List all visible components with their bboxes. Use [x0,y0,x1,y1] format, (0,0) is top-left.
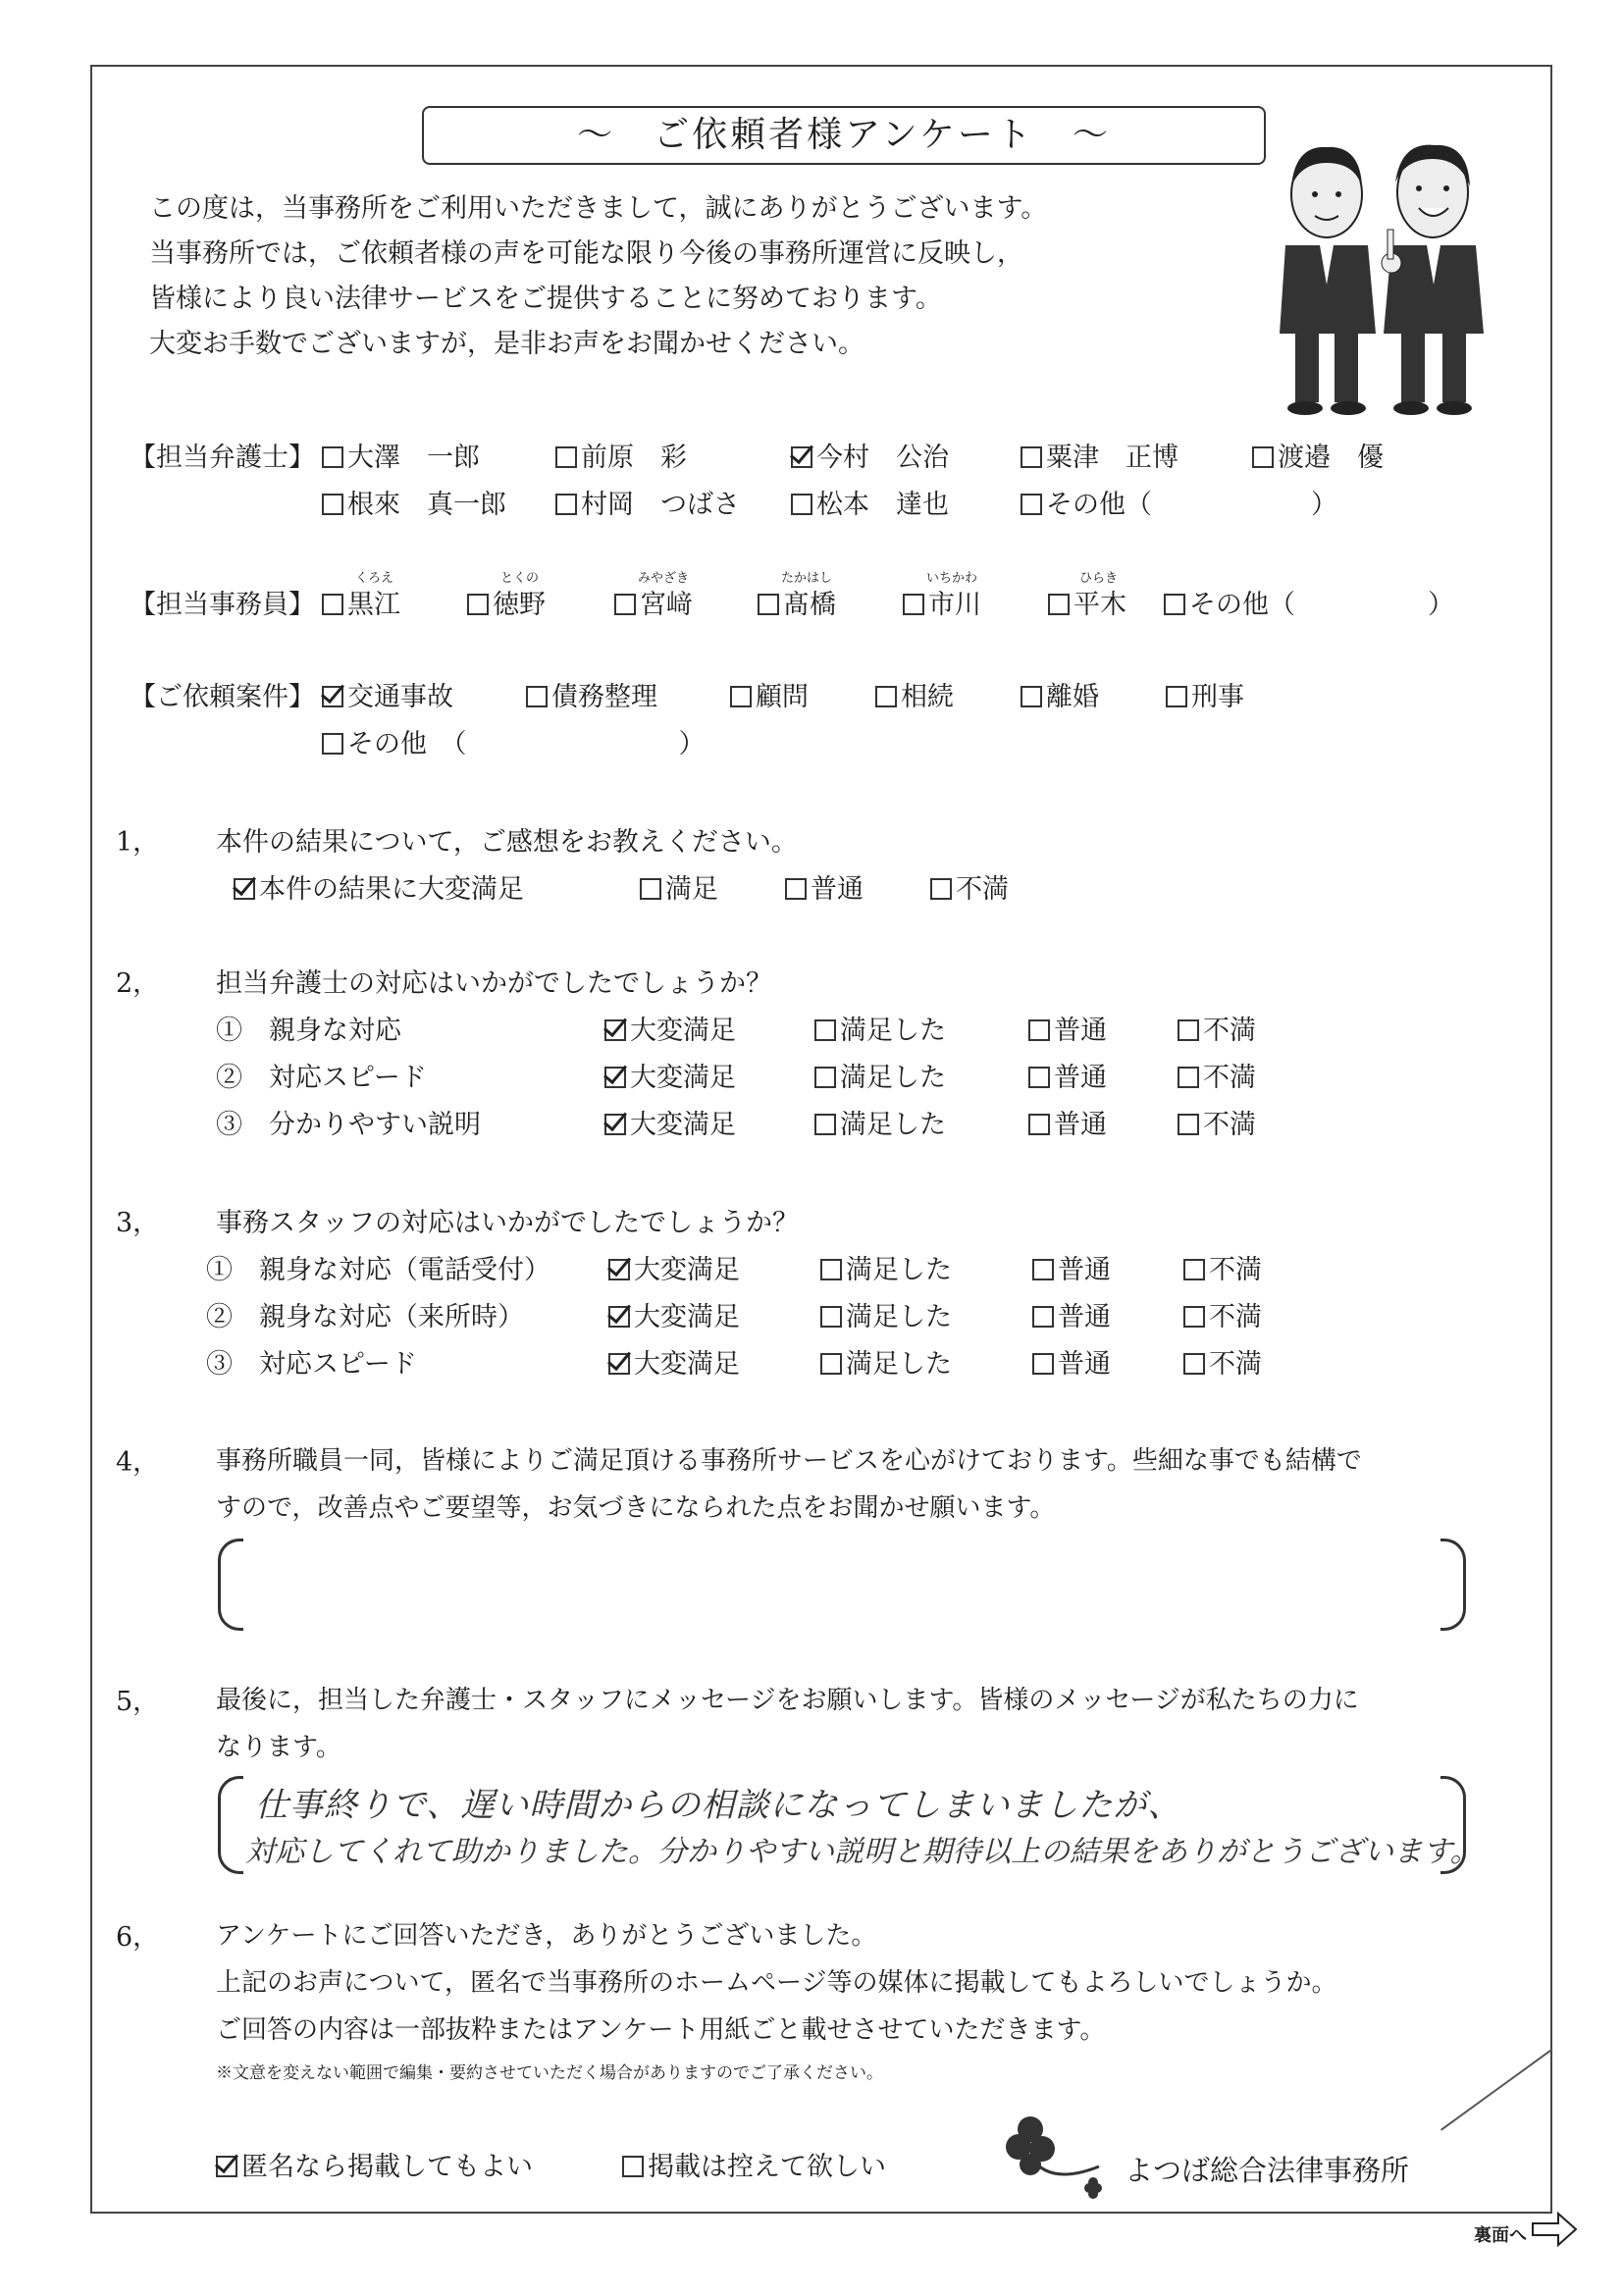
q1-option-label: 本件の結果に大変満足 [259,874,524,905]
rating-label: 満足した [846,1255,952,1285]
rating-checkbox[interactable] [814,1067,836,1088]
rating-label: 大変満足 [634,1302,740,1332]
rating-label: 不満 [1209,1349,1262,1380]
staff-option[interactable] [322,583,400,621]
lawyer-checkbox[interactable] [555,494,577,515]
rating-option[interactable] [604,1056,736,1094]
rating-checkbox[interactable] [1032,1353,1054,1375]
rating-option[interactable] [608,1248,740,1286]
rating-label: 満足した [840,1110,946,1140]
q1-option[interactable] [930,867,1009,906]
handwritten-answer-line: 仕事終りで、遅い時間からの相談になってしまいましたが、 [255,1786,1182,1825]
rating-checkbox[interactable] [1178,1114,1199,1135]
rating-label: 普通 [1054,1016,1107,1046]
question-text: 本件の結果について，ご感想をお教えください。 [216,827,798,858]
lawyer-name: 松本 達也 [816,490,949,520]
staff-ruby: たかはし [781,571,833,586]
lawyer-option[interactable] [791,436,949,474]
lawyer-name: 粟津 正博 [1046,443,1178,473]
staff-name: 市川 [928,590,981,620]
rating-option[interactable] [1032,1342,1111,1381]
case-option[interactable] [875,675,954,713]
lawyer-name: 前原 彩 [581,443,687,473]
rating-option[interactable] [1032,1248,1111,1286]
q1-checkbox[interactable] [234,878,255,900]
rating-checkbox[interactable] [814,1019,836,1041]
staff-ruby: ひらき [1079,571,1119,586]
lawyer-checkbox[interactable] [322,446,343,468]
case-checkbox[interactable] [1021,686,1042,707]
staff-checkbox[interactable] [1164,594,1185,615]
rating-label: 普通 [1054,1063,1107,1093]
rating-label: 大変満足 [630,1016,736,1046]
rating-option[interactable] [814,1009,946,1047]
case-checkbox[interactable] [1166,686,1187,707]
case-option-other[interactable] [322,722,706,760]
lawyer-name: その他（ ） [1046,490,1337,520]
firm-name: よつば総合法律事務所 [1125,2154,1410,2187]
intro-line: 大変お手数でございますが，是非お声をお聞かせください。 [149,329,864,359]
staff-checkbox[interactable] [1048,594,1070,615]
q1-option-label: 不満 [956,874,1009,905]
person-left-figure [1280,147,1376,415]
question-number: 4， [116,1447,160,1478]
q1-option[interactable] [785,867,864,906]
rating-label: 普通 [1058,1302,1111,1332]
lawyer-option[interactable] [322,483,506,521]
survey-title: ～ ご依頼者様アンケート ～ [422,106,1266,165]
lawyer-option[interactable] [555,436,687,474]
rating-checkbox[interactable] [608,1306,630,1328]
rating-option[interactable] [1183,1248,1262,1286]
rating-checkbox[interactable] [1028,1067,1050,1088]
rating-checkbox[interactable] [820,1306,842,1328]
question-text: 担当弁護士の対応はいかがでしたでしょうか？ [216,968,772,999]
intro-line: 当事務所では，ご依頼者様の声を可能な限り今後の事務所運営に反映し， [149,238,1023,269]
staff-name: 徳野 [493,590,546,620]
handwritten-answer-line: 対応してくれて助かりました。分かりやすい説明と期待以上の結果をありがとうございます。 [245,1835,1480,1869]
case-option[interactable] [322,675,453,713]
question-number: 6， [116,1922,160,1953]
publish-option[interactable] [216,2145,533,2183]
rating-label: 満足した [840,1016,946,1046]
question-text: 事務所職員一同，皆様によりご満足頂ける事務所サービスを心がけております。些細な事でも結構で [216,1446,1362,1476]
staff-option-other[interactable] [1164,583,1454,621]
lawyer-option[interactable] [555,483,740,521]
staff-name: 髙橋 [783,590,836,620]
lawyer-name: 根來 真一郎 [347,490,506,520]
rating-option[interactable] [1028,1056,1107,1094]
rating-label: 満足した [846,1302,952,1332]
lawyer-checkbox[interactable] [1021,446,1042,468]
rating-option[interactable] [1183,1342,1262,1381]
case-name: 債務整理 [551,682,657,712]
question-number: 2， [116,968,160,999]
question-number: 5， [116,1687,160,1717]
clover-logo-icon [991,2108,1119,2206]
editing-note: ※文意を変えない範囲で編集・要約させていただく場合がありますのでご了承ください。 [216,2063,883,2083]
case-option[interactable] [730,675,809,713]
rating-label: 不満 [1209,1302,1262,1332]
lawyer-checkbox[interactable] [791,446,812,468]
rating-checkbox[interactable] [1183,1353,1205,1375]
q4-answer-field[interactable] [245,1539,1439,1631]
staff-section-label: 【担当事務員】 [130,590,315,620]
rating-option[interactable] [1032,1295,1111,1333]
rating-checkbox[interactable] [608,1353,630,1375]
rating-checkbox[interactable] [608,1259,630,1280]
lawyer-checkbox[interactable] [322,494,343,515]
q1-checkbox[interactable] [785,878,807,900]
q5-answer-field[interactable] [245,1776,1492,1884]
rating-label: 大変満足 [630,1063,736,1093]
case-name: その他 （ ） [347,729,706,759]
rating-option[interactable] [1183,1295,1262,1333]
rating-checkbox[interactable] [1028,1019,1050,1041]
publish-option-label: 掲載は控えて欲しい [648,2152,886,2182]
question-number: 1， [116,827,160,858]
rating-checkbox[interactable] [604,1067,626,1088]
q3-row-label: ① 親身な対応（電話受付） [206,1255,550,1285]
q1-option[interactable] [640,867,718,906]
rating-checkbox[interactable] [820,1259,842,1280]
staff-name: 宮﨑 [640,590,693,620]
rating-label: 不満 [1209,1255,1262,1285]
rating-label: 不満 [1203,1110,1256,1140]
case-name: 離婚 [1046,682,1099,712]
rating-checkbox[interactable] [1178,1019,1199,1041]
rating-label: 普通 [1058,1255,1111,1285]
person-right-figure [1382,145,1484,415]
lawyer-checkbox[interactable] [1021,494,1042,515]
publish-option[interactable] [622,2145,886,2183]
rating-label: 満足した [846,1349,952,1380]
staff-name: 平木 [1073,590,1126,620]
q5-answer-bracket-left [218,1776,243,1874]
case-checkbox[interactable] [526,686,548,707]
lawyer-name: 村岡 つばさ [581,490,740,520]
lawyer-checkbox[interactable] [555,446,577,468]
lawyer-section-label: 【担当弁護士】 [130,443,315,473]
staff-option[interactable] [903,583,981,621]
question-number: 3， [116,1208,160,1238]
rating-checkbox[interactable] [1183,1306,1205,1328]
rating-option[interactable] [1178,1009,1256,1047]
staff-checkbox[interactable] [758,594,779,615]
question-text: 上記のお声について，匿名で当事務所のホームページ等の媒体に掲載してもよろしいでしょうか。 [216,1968,1337,1998]
q1-checkbox[interactable] [640,878,661,900]
rating-option[interactable] [814,1056,946,1094]
question-text: なります。 [216,1733,341,1762]
back-page-label[interactable]: 裏面へ [1474,2225,1527,2246]
question-text: すので，改善点やご要望等，お気づきになられた点をお聞かせ願います。 [216,1493,1056,1523]
rating-checkbox[interactable] [1028,1114,1050,1135]
q1-option[interactable] [234,867,524,906]
lawyer-name: 今村 公治 [816,443,949,473]
lawyer-checkbox[interactable] [1252,446,1274,468]
rating-checkbox[interactable] [1178,1067,1199,1088]
staff-checkbox[interactable] [322,594,343,615]
q2-row-label: ① 親身な対応 [216,1016,401,1046]
case-checkbox[interactable] [322,686,343,707]
rating-label: 満足した [840,1063,946,1093]
q3-row-label: ③ 対応スピード [206,1349,417,1380]
case-option[interactable] [1166,675,1244,713]
rating-option[interactable] [608,1295,740,1333]
rating-option[interactable] [814,1103,946,1141]
staff-ruby: くろえ [355,571,394,586]
lawyer-option-other[interactable] [1021,483,1337,521]
q2-row-label: ② 対応スピード [216,1063,427,1093]
rating-checkbox[interactable] [604,1114,626,1135]
staff-ruby: みやざき [638,571,690,586]
publish-checkbox[interactable] [622,2156,644,2177]
page-fold [1435,2127,1550,2212]
q4-answer-bracket-right [1440,1539,1466,1631]
arrow-right-icon[interactable] [1531,2210,1580,2249]
lawyer-name: 大澤 一郎 [347,443,480,473]
rating-label: 大変満足 [634,1255,740,1285]
rating-option[interactable] [1178,1103,1256,1141]
staff-ruby: とくの [500,571,540,586]
question-text: アンケートにご回答いただき，ありがとうございました。 [216,1921,877,1951]
question-text: 事務スタッフの対応はいかがでしたでしょうか？ [216,1208,799,1238]
rating-option[interactable] [1028,1009,1107,1047]
rating-checkbox[interactable] [604,1019,626,1041]
rating-checkbox[interactable] [820,1353,842,1375]
lawyer-option[interactable] [1252,436,1384,474]
case-section-label: 【ご依頼案件】 [130,682,315,712]
rating-checkbox[interactable] [1032,1306,1054,1328]
lawyer-option[interactable] [1021,436,1178,474]
lawyer-option[interactable] [322,436,480,474]
case-checkbox[interactable] [875,686,897,707]
rating-label: 不満 [1203,1063,1256,1093]
staff-name: 黒江 [347,590,400,620]
lawyer-name: 渡邉 優 [1278,443,1384,473]
rating-label: 不満 [1203,1016,1256,1046]
staff-option[interactable] [1048,583,1126,621]
publish-checkbox[interactable] [216,2156,237,2177]
q4-answer-bracket-left [218,1539,243,1631]
staff-checkbox[interactable] [614,594,636,615]
staff-name: その他（ ） [1189,590,1454,620]
q1-option-label: 満足 [665,874,718,905]
rating-label: 普通 [1054,1110,1107,1140]
staff-ruby: いちかわ [926,571,978,586]
rating-option[interactable] [604,1009,736,1047]
rating-option[interactable] [1178,1056,1256,1094]
rating-label: 大変満足 [630,1110,736,1140]
rating-option[interactable] [1028,1103,1107,1141]
staff-option[interactable] [467,583,546,621]
case-name: 顧問 [756,682,809,712]
case-option[interactable] [526,675,657,713]
intro-line: この度は，当事務所をご利用いただきまして，誠にありがとうございます。 [149,193,1048,224]
rating-option[interactable] [608,1342,740,1381]
case-name: 刑事 [1191,682,1244,712]
rating-option[interactable] [820,1342,952,1381]
staff-checkbox[interactable] [903,594,924,615]
rating-option[interactable] [604,1103,736,1141]
case-name: 交通事故 [347,682,453,712]
q3-row-label: ② 親身な対応（来所時） [206,1302,524,1332]
case-checkbox[interactable] [322,733,343,755]
q2-row-label: ③ 分かりやすい説明 [216,1110,481,1140]
rating-checkbox[interactable] [1183,1259,1205,1280]
lawyer-checkbox[interactable] [791,494,812,515]
staff-option[interactable] [758,583,836,621]
rating-option[interactable] [820,1295,952,1333]
rating-label: 普通 [1058,1349,1111,1380]
publish-option-label: 匿名なら掲載してもよい [241,2152,533,2182]
intro-line: 皆様により良い法律サービスをご提供することに努めております。 [149,284,942,314]
rating-checkbox[interactable] [1032,1259,1054,1280]
staff-illustration [1266,137,1492,422]
question-text: ご回答の内容は一部抜粋またはアンケート用紙ごと載せさせていただきます。 [216,2015,1106,2045]
case-checkbox[interactable] [730,686,752,707]
intro-text [149,186,1047,367]
rating-checkbox[interactable] [814,1114,836,1135]
lawyer-option[interactable] [791,483,949,521]
rating-label: 大変満足 [634,1349,740,1380]
case-name: 相続 [901,682,954,712]
q1-checkbox[interactable] [930,878,952,900]
rating-option[interactable] [820,1248,952,1286]
question-text: 最後に，担当した弁護士・スタッフにメッセージをお願いします。皆様のメッセージが私たちの力に [216,1686,1359,1715]
staff-option[interactable] [614,583,693,621]
q1-option-label: 普通 [811,874,864,905]
case-option[interactable] [1021,675,1099,713]
staff-checkbox[interactable] [467,594,489,615]
